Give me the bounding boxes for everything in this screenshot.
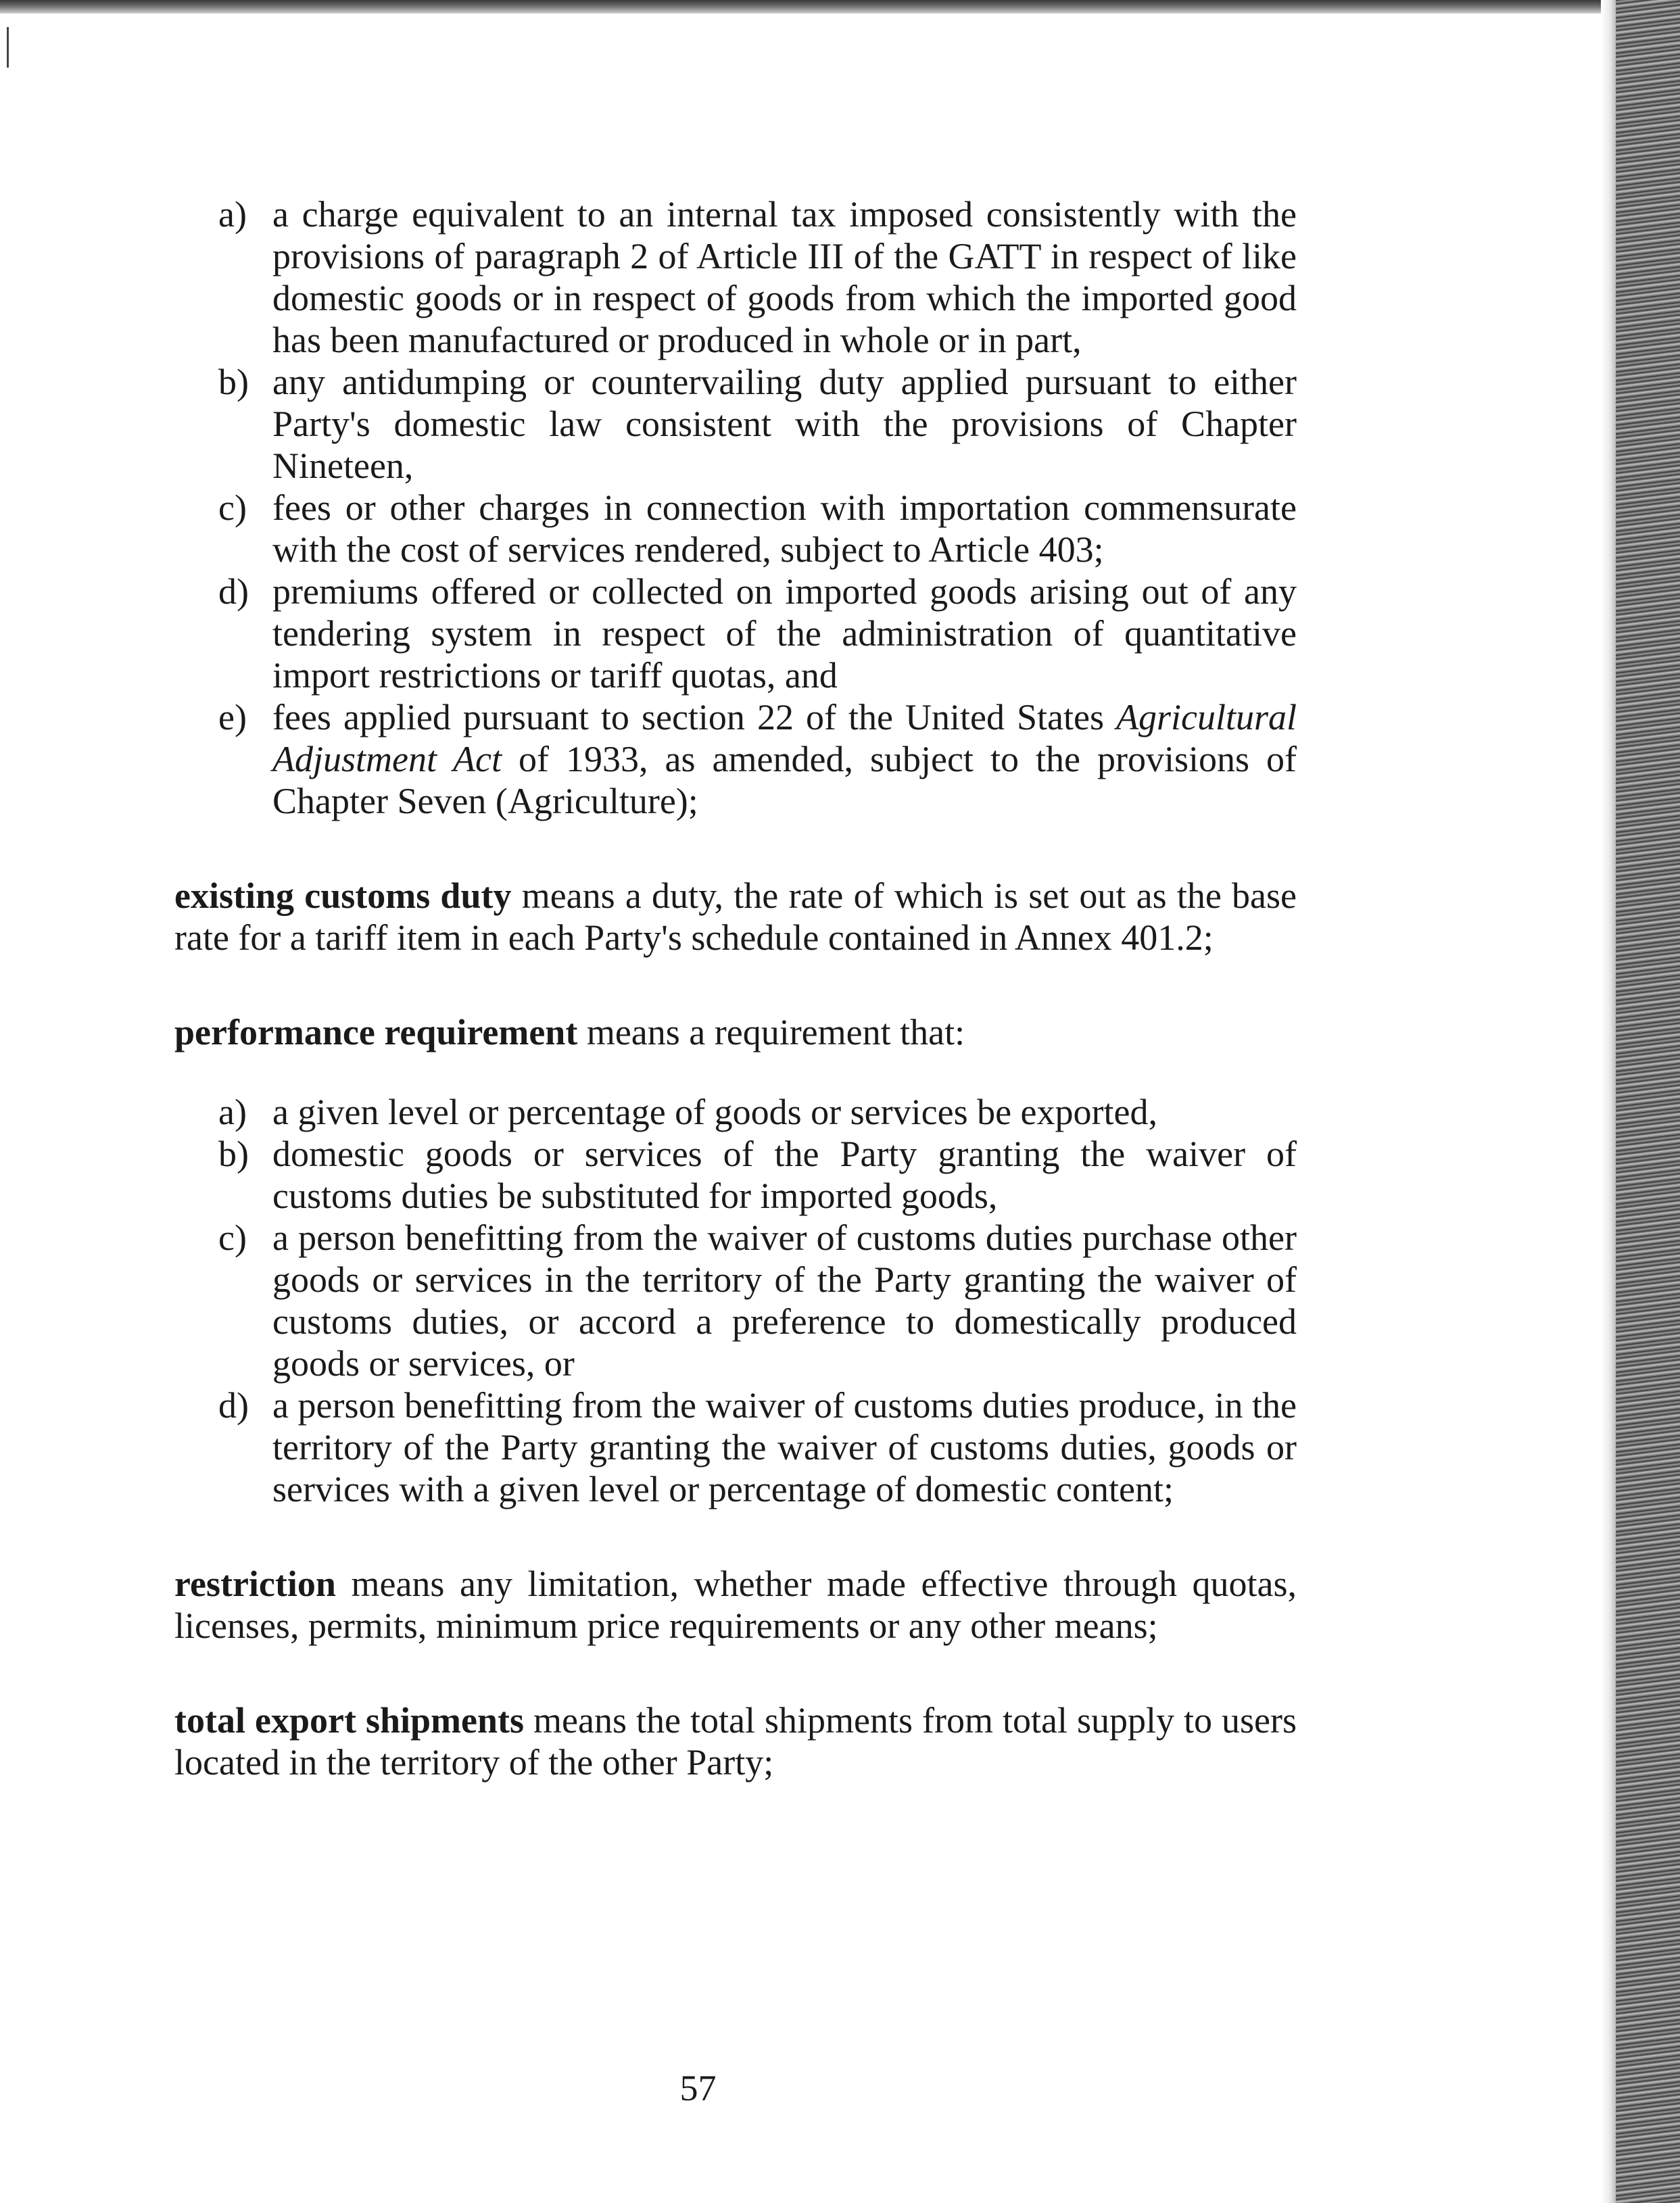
list-marker: d) bbox=[218, 1385, 249, 1426]
list-item-text: a person benefitting from the waiver of customs duties purchase other goods or services in the territory of the Party granting the waiver of customs duties, or accord a preference to domestically produced goods or services, or bbox=[272, 1217, 1297, 1384]
list-marker: b) bbox=[218, 1134, 249, 1174]
list-item-text: a given level or percentage of goods or services be exported, bbox=[272, 1092, 1157, 1132]
list-marker: d) bbox=[218, 571, 249, 612]
definition-text: means the total shipments from total supply to users located in the territory of the other Party; bbox=[174, 1700, 1297, 1783]
scan-top-edge bbox=[0, 0, 1623, 14]
list-item-text: fees applied pursuant to section 22 of the United States bbox=[272, 697, 1104, 737]
list-item-text: fees or other charges in connection with importation commensurate with the cost of services rendered, subject to Article 403; bbox=[272, 487, 1297, 570]
list-item bbox=[218, 571, 1297, 696]
definition-existing-customs-duty bbox=[174, 875, 1297, 959]
definition-text: means any limitation, whether made effective through quotas, licenses, permits, minimum price requirements or any other means; bbox=[174, 1564, 1297, 1646]
definition-total-export-shipments bbox=[174, 1699, 1297, 1783]
page-number: 57 bbox=[679, 2068, 717, 2108]
list-item bbox=[218, 1091, 1297, 1133]
scan-binding-edge bbox=[1616, 0, 1680, 2203]
definition-term: restriction bbox=[174, 1564, 336, 1604]
list-marker: c) bbox=[218, 487, 247, 528]
definition-restriction bbox=[174, 1563, 1297, 1647]
list-item-text: of 1933, as amended, subject to the provisions of Chapter Seven (Agriculture); bbox=[272, 739, 1297, 821]
list-marker: b) bbox=[218, 362, 249, 402]
definition-term: existing customs duty bbox=[174, 875, 512, 916]
list-item bbox=[218, 361, 1297, 487]
page-right-edge bbox=[1601, 0, 1616, 2203]
definition-text: means a duty, the rate of which is set out as the base rate for a tariff item in each Party's schedule contained in Annex 401.2; bbox=[174, 875, 1297, 958]
list-marker: e) bbox=[218, 697, 247, 737]
requirements-list bbox=[218, 1091, 1297, 1510]
list-item-text: domestic goods or services of the Party granting the waiver of customs duties be substituted for imported goods, bbox=[272, 1134, 1297, 1216]
list-item bbox=[218, 696, 1297, 822]
list-item-text: a charge equivalent to an internal tax imposed consistently with the provisions of paragraph 2 of Article III of the GATT in respect of like domestic goods or in respect of goods from which the imported good has been manufactured or produced in whole or in part, bbox=[272, 194, 1297, 360]
list-item-text: premiums offered or collected on imported goods arising out of any tendering system in respect of the administration of quantitative import restrictions or tariff quotas, and bbox=[272, 571, 1297, 696]
list-marker: a) bbox=[218, 1092, 247, 1132]
act-title: Agricultural Adjustment Act bbox=[272, 697, 1297, 779]
list-marker: a) bbox=[218, 194, 247, 235]
list-item bbox=[218, 487, 1297, 571]
charges-list bbox=[218, 193, 1297, 822]
list-item-text: a person benefitting from the waiver of customs duties produce, in the territory of the Party granting the waiver of customs duties, goods or services with a given level or percentage of domestic content; bbox=[272, 1385, 1297, 1509]
list-item-text: any antidumping or countervailing duty applied pursuant to either Party's domestic law consistent with the provisions of Chapter Nineteen, bbox=[272, 362, 1297, 486]
list-marker: c) bbox=[218, 1217, 247, 1258]
list-item bbox=[218, 1133, 1297, 1217]
definition-text: means a requirement that: bbox=[586, 1012, 965, 1052]
definition-term: performance requirement bbox=[174, 1012, 578, 1052]
list-item bbox=[218, 1217, 1297, 1384]
document-body bbox=[174, 193, 1297, 1783]
scan-left-mark bbox=[7, 27, 9, 68]
definition-performance-requirement bbox=[174, 1011, 1297, 1053]
list-item bbox=[218, 193, 1297, 361]
list-item bbox=[218, 1384, 1297, 1510]
definition-term: total export shipments bbox=[174, 1700, 525, 1741]
